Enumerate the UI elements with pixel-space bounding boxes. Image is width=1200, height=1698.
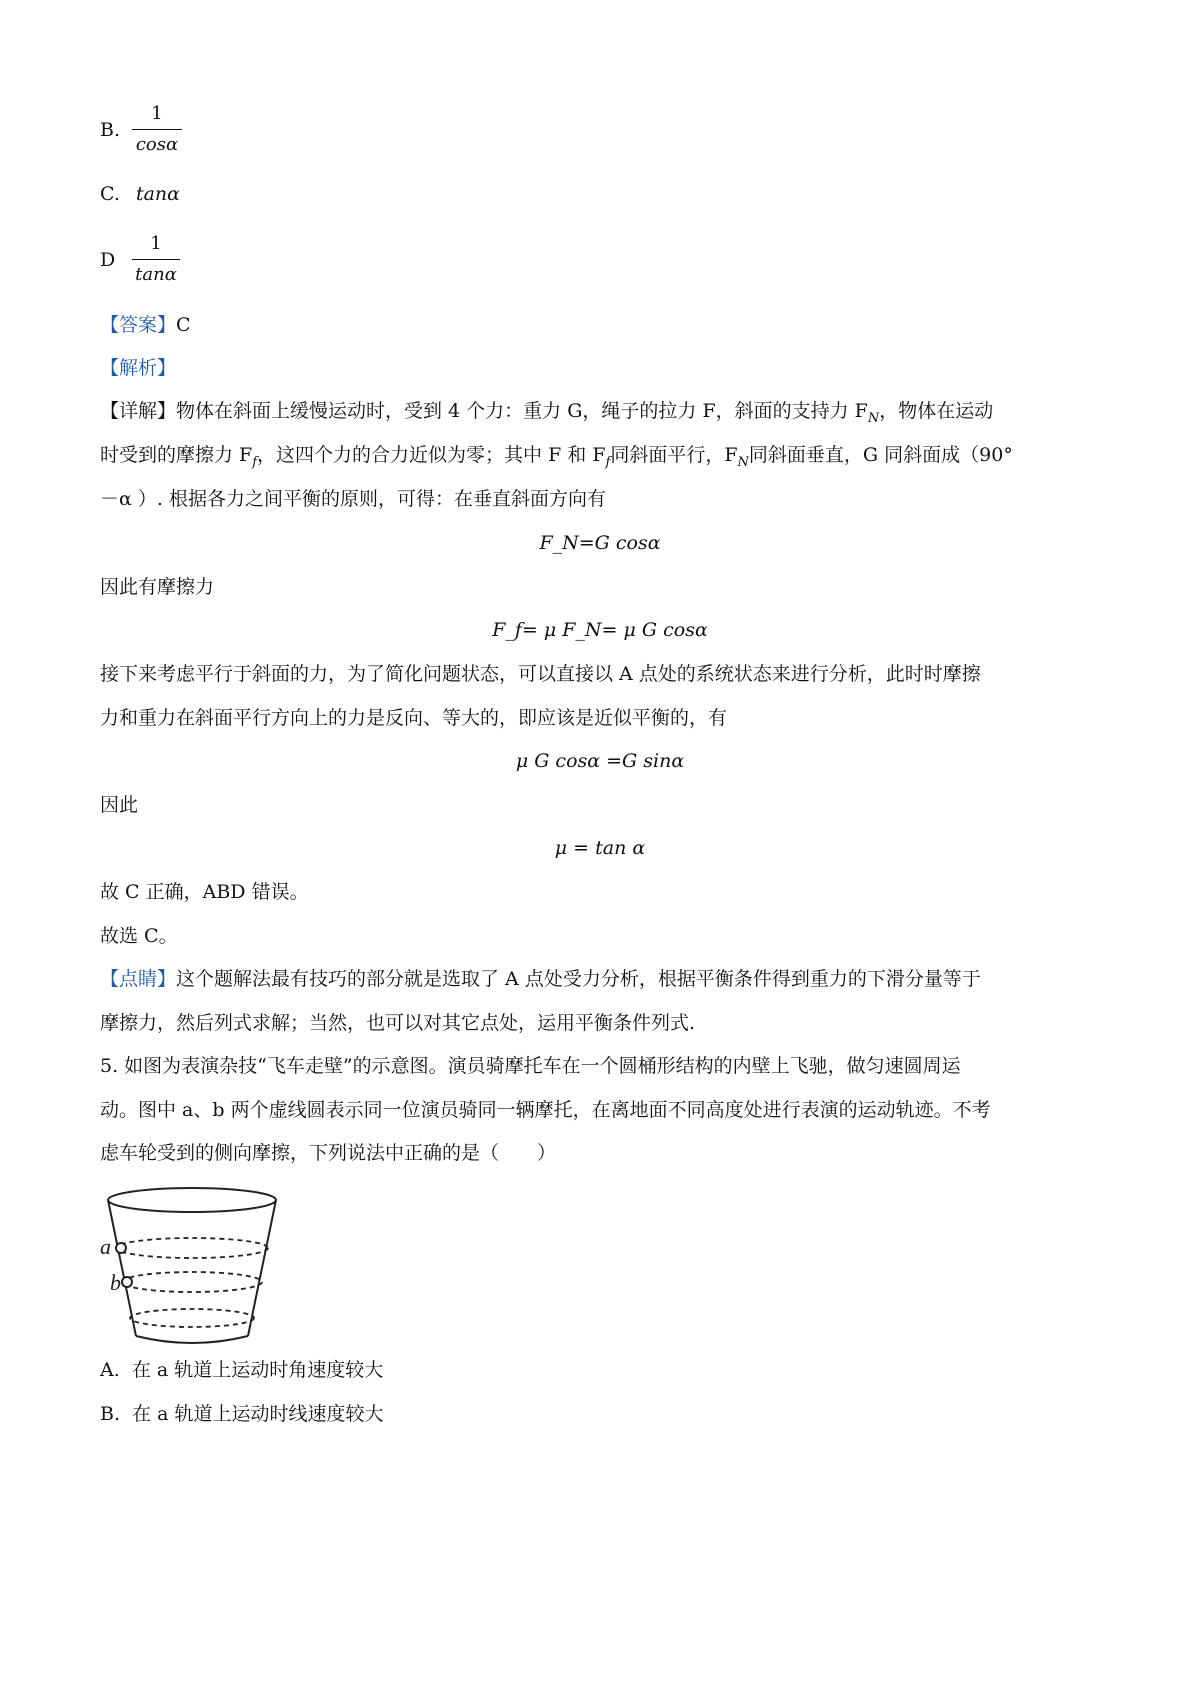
q5-option-b (100, 1402, 383, 1426)
comment-tag: 【点睛】 (100, 968, 177, 990)
detail-tag: 【详解】 (100, 400, 177, 422)
equation-4: μ = tan α (554, 837, 646, 859)
equation-3: μ G cosα =G sinα (515, 750, 685, 772)
label-b: b (110, 1270, 121, 1295)
option-d-fraction (132, 233, 180, 286)
subscript: N (737, 455, 749, 470)
detail-text-2b: ，这四个力的合力近似为零；其中 F 和 F (257, 444, 606, 466)
answer-value: C (176, 314, 191, 336)
option-b-denominator: cosα (135, 134, 179, 155)
detail-text-1: 物体在斜面上缓慢运动时，受到 4 个力：重力 G，绳子的拉力 F，斜面的支持力 F (176, 400, 868, 422)
question-5-line-2: 动。图中 a、b 两个虚线圆表示同一位演员骑同一辆摩托，在离地面不同高度处进行表演的运动轨迹。不考 (100, 1099, 991, 1121)
circle-b-dashed (122, 1272, 262, 1292)
conclusion-2: 故选 C。 (100, 925, 178, 947)
paragraph-2-line-2: 力和重力在斜面平行方向上的力是反向、等大的，即应该是近似平衡的，有 (100, 707, 728, 729)
subscript: N (867, 411, 880, 426)
comment-line-2: 摩擦力，然后列式求解；当然，也可以对其它点处，运用平衡条件列式. (100, 1012, 696, 1034)
question-5-line-1: 5. 如图为表演杂技“飞车走壁”的示意图。演员骑摩托车在一个圆桶形结构的内壁上飞驰，做匀速圆周运 (100, 1055, 961, 1077)
text-friction: 因此有摩擦力 (100, 576, 215, 598)
option-c-label: C. (100, 183, 120, 205)
bucket-right-wall (248, 1200, 276, 1336)
q5-option-b-text: 在 a 轨道上运动时线速度较大 (132, 1403, 384, 1425)
detail-text-2a: 时受到的摩擦力 F (100, 444, 253, 466)
q5-option-b-label: B. (100, 1403, 121, 1425)
conclusion-1: 故 C 正确，ABD 错误。 (100, 881, 309, 903)
option-d-label: D (100, 249, 116, 271)
point-a-marker (116, 1243, 126, 1253)
text-therefore: 因此 (100, 794, 139, 816)
option-b-fraction (132, 103, 182, 156)
option-c (100, 182, 180, 206)
subscript: f (605, 455, 611, 470)
detail-text-1-end: ，物体在运动 (879, 400, 994, 422)
q5-option-a-text: 在 a 轨道上运动时角速度较大 (131, 1359, 384, 1381)
paragraph-2-line-1: 接下来考虑平行于斜面的力，为了简化问题状态，可以直接以 A 点处的系统状态来进行分析，此时时摩擦 (100, 663, 981, 685)
option-d-numerator: 1 (150, 233, 162, 254)
option-c-text: tanα (135, 183, 180, 205)
answer-tag: 【答案】 (100, 314, 177, 336)
detail-text-2d: 同斜面垂直，G 同斜面成（90° (748, 444, 1013, 466)
bucket-rim (108, 1188, 276, 1212)
option-d-denominator: tanα (135, 264, 177, 285)
subscript: f (252, 455, 258, 470)
q5-option-a (100, 1358, 383, 1382)
label-a: a (100, 1234, 111, 1259)
detail-line-3: －α ）. 根据各力之间平衡的原则，可得：在垂直斜面方向有 (100, 488, 606, 510)
answer-line (100, 313, 191, 337)
comment-text-1: 这个题解法最有技巧的部分就是选取了 A 点处受力分析，根据平衡条件得到重力的下滑分量等于 (176, 968, 981, 990)
option-b-label: B. (100, 119, 121, 141)
detail-line-1 (100, 399, 993, 431)
circle-lower-dashed (130, 1309, 254, 1327)
detail-line-2 (100, 443, 1013, 475)
q5-option-a-label: A. (100, 1359, 120, 1381)
circle-a-dashed (116, 1238, 268, 1258)
bucket-figure (100, 1178, 290, 1358)
bucket-bottom (136, 1336, 248, 1343)
option-b-numerator: 1 (151, 103, 163, 124)
comment-line-1 (100, 967, 981, 991)
question-5-line-3: 虑车轮受到的侧向摩擦，下列说法中正确的是（ ） (100, 1142, 557, 1164)
equation-2: F_f= μ F_N= μ G cosα (492, 619, 708, 641)
detail-text-2c: 同斜面平行，F (610, 444, 738, 466)
analysis-tag: 【解析】 (100, 357, 177, 379)
equation-1: F_N=G cosα (539, 532, 661, 554)
point-b-marker (122, 1277, 132, 1287)
